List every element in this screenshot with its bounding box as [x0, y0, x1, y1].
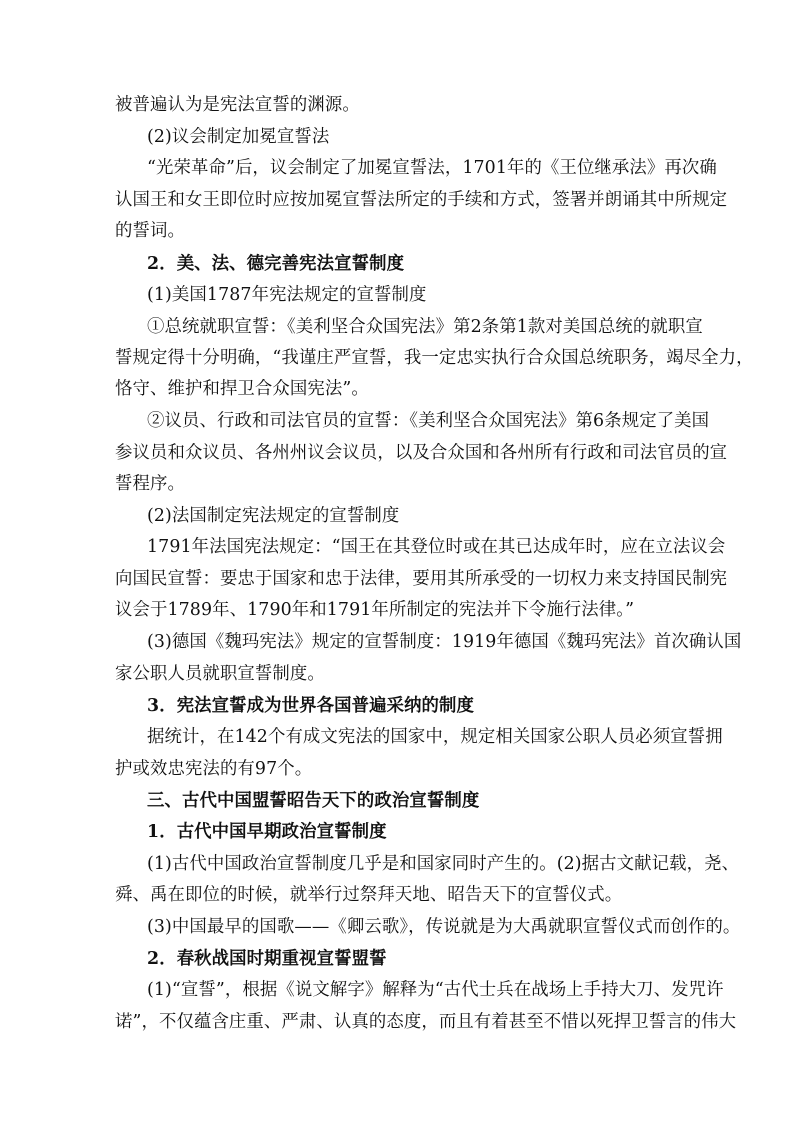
- section-heading: 2．春秋战国时期重视宣誓盟誓: [147, 949, 387, 969]
- text-line: 认国王和女王即位时应按加冕宣誓法所定的手续和方式，签署并朗诵其中所规定: [115, 190, 728, 210]
- text-line: 护或效忠宪法的有97个。: [115, 759, 313, 779]
- text-line: 舜、禹在即位的时候，就举行过祭拜天地、昭告天下的宣誓仪式。: [115, 885, 623, 905]
- text-line: 被普遍认为是宪法宣誓的渊源。: [115, 95, 360, 115]
- text-line: (3)中国最早的国歌——《卿云歌》，传说就是为大禹就职宣誓仪式而创作的。: [147, 917, 741, 937]
- section-heading: 2．美、法、德完善宪法宣誓制度: [147, 254, 405, 274]
- text-line: 据统计，在142个有成文宪法的国家中，规定相关国家公职人员必须宣誓拥: [147, 727, 723, 747]
- text-line: (3)德国《魏玛宪法》规定的宣誓制度：1919年德国《魏玛宪法》首次确认国: [147, 632, 742, 652]
- text-line: “光荣革命”后，议会制定了加冕宣誓法，1701年的《王位继承法》再次确: [147, 158, 717, 178]
- text-line: 参议员和众议员、各州州议会议员，以及合众国和各州所有行政和司法官员的宣: [115, 443, 728, 463]
- text-line: 誓规定得十分明确，“我谨庄严宣誓，我一定忠实执行合众国总统职务，竭尽全力，: [115, 348, 754, 368]
- subheading: (2)议会制定加冕宣誓法: [147, 127, 330, 147]
- section-heading: 3．宪法宣誓成为世界各国普遍采纳的制度: [147, 696, 475, 716]
- text-line: ①总统就职宣誓：《美利坚合众国宪法》第2条第1款对美国总统的就职宣: [147, 317, 703, 337]
- text-line: 向国民宣誓：要忠于国家和忠于法律，要用其所承受的一切权力来支持国民制宪: [115, 569, 728, 589]
- text-line: 恪守、维护和捍卫合众国宪法”。: [115, 379, 369, 399]
- section-heading: 1．古代中国早期政治宣誓制度: [147, 822, 387, 842]
- text-line: 议会于1789年、1790年和1791年所制定的宪法并下令施行法律。”: [115, 600, 635, 620]
- chapter-heading: 三、古代中国盟誓昭告天下的政治宣誓制度: [147, 791, 480, 811]
- text-line: ②议员、行政和司法官员的宣誓：《美利坚合众国宪法》第6条规定了美国: [147, 411, 710, 431]
- text-line: 誓程序。: [115, 474, 185, 494]
- text-line: 诺”，不仅蕴含庄重、严肃、认真的态度，而且有着甚至不惜以死捍卫誓言的伟大: [115, 1012, 737, 1032]
- text-line: 家公职人员就职宣誓制度。: [115, 664, 325, 684]
- text-line: 的誓词。: [115, 221, 185, 241]
- text-line: (1)“宣誓”，根据《说文解字》解释为“古代士兵在战场上手持大刀、发咒许: [147, 980, 724, 1000]
- subheading: (1)美国1787年宪法规定的宣誓制度: [147, 285, 427, 305]
- text-line: 1791年法国宪法规定：“国王在其登位时或在其已达成年时，应在立法议会: [147, 537, 726, 557]
- subheading: (2)法国制定宪法规定的宣誓制度: [147, 506, 400, 526]
- text-line: (1)古代中国政治宣誓制度几乎是和国家同时产生的。(2)据古文献记载，尧、: [147, 854, 740, 874]
